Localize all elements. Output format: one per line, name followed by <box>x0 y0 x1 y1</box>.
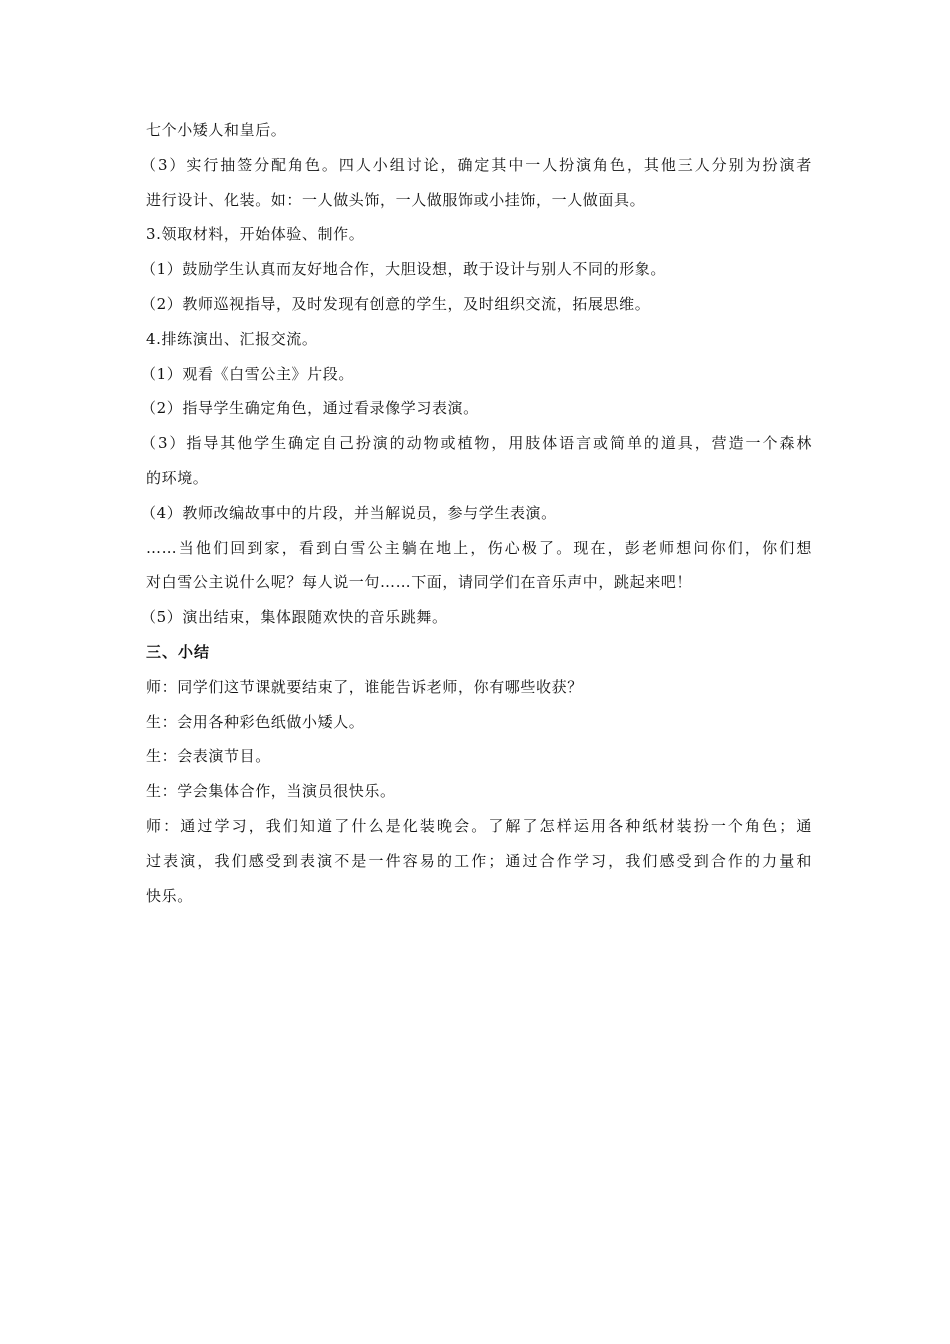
text-line: （3）指导其他学生确定自己扮演的动物或植物，用肢体语言或简单的道具，营造一个森林 <box>141 434 812 453</box>
dialogue-line: 师：通过学习，我们知道了什么是化装晚会。了解了怎样运用各种纸材装扮一个角色；通 <box>146 816 812 835</box>
dialogue-line: 快乐。 <box>146 886 193 905</box>
dialogue-line: 生：学会集体合作，当演员很快乐。 <box>146 782 396 801</box>
text-line: （3）实行抽签分配角色。四人小组讨论，确定其中一人扮演角色，其他三人分别为扮演者 <box>141 155 812 174</box>
text-line: （5）演出结束，集体跟随欢快的音乐跳舞。 <box>141 608 448 627</box>
dialogue-line: 生：会表演节目。 <box>146 747 271 766</box>
text-line: ……当他们回到家，看到白雪公主躺在地上，伤心极了。现在，彭老师想问你们，你们想 <box>146 538 812 557</box>
document-body <box>141 113 812 913</box>
text-line: （2）指导学生确定角色，通过看录像学习表演。 <box>141 399 479 418</box>
text-line: （2）教师巡视指导，及时发现有创意的学生，及时组织交流，拓展思维。 <box>141 294 651 313</box>
text-line: （1）鼓励学生认真而友好地合作，大胆设想，敢于设计与别人不同的形象。 <box>141 260 666 279</box>
dialogue-line: 生：会用各种彩色纸做小矮人。 <box>146 712 365 731</box>
text-line: （1）观看《白雪公主》片段。 <box>141 364 354 383</box>
text-line: （4）教师改编故事中的片段，并当解说员，参与学生表演。 <box>141 503 557 522</box>
text-line: 七个小矮人和皇后。 <box>146 121 287 139</box>
dialogue-line: 师：同学们这节课就要结束了，谁能告诉老师，你有哪些收获？ <box>146 677 583 696</box>
section-heading-summary: 三、小结 <box>146 642 211 661</box>
section-step-3: 3.领取材料，开始体验、制作。 <box>146 225 365 244</box>
text-line: 对白雪公主说什么呢？每人说一句……下面，请同学们在音乐声中，跳起来吧！ <box>146 573 693 592</box>
section-step-4: 4.排练演出、汇报交流。 <box>146 329 318 348</box>
dialogue-line: 过表演，我们感受到表演不是一件容易的工作；通过合作学习，我们感受到合作的力量和 <box>146 851 812 870</box>
text-line: 进行设计、化装。如：一人做头饰，一人做服饰或小挂饰，一人做面具。 <box>146 190 646 209</box>
text-line: 的环境。 <box>146 468 209 487</box>
